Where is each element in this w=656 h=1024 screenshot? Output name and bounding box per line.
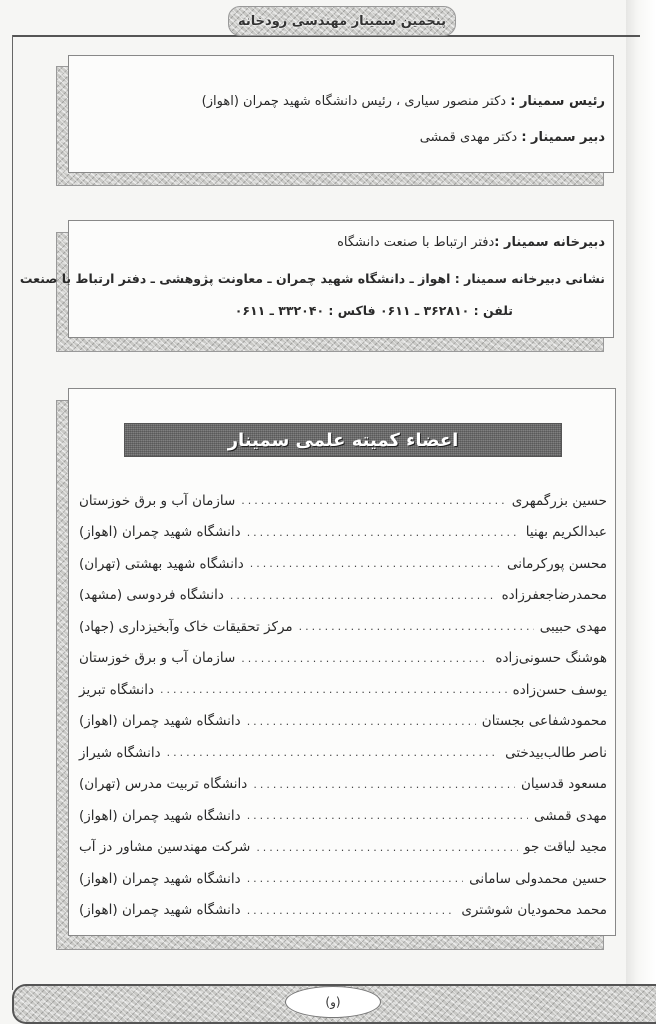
member-row [79,643,607,675]
member-name: محمدرضاجعفرزاده [501,587,607,604]
chair-label: رئیس سمینار : [510,94,605,109]
member-organization: دانشگاه شهید چمران (اهواز) [79,870,241,887]
committee-title: اعضاء کمیته علمی سمینار [227,429,459,451]
member-name: محمودشفاعی بجستان [481,713,607,730]
committee-member-list [79,485,607,926]
secretariat-office-label: دبیرخانه سمینار : [494,235,605,250]
secretary-value: دکتر مهدی قمشی [419,130,522,145]
member-name: مجید لیاقت جو [523,839,607,856]
member-organization: سازمان آب و برق خوزستان [79,492,236,509]
leader-dots [247,809,528,822]
leader-dots [247,872,463,885]
member-name: مسعود قدسیان [520,776,607,793]
running-header [228,6,456,36]
member-organization: دانشگاه تبریز [79,681,154,698]
leader-dots [253,778,515,791]
secretariat-box [19,220,614,338]
leader-dots [247,715,476,728]
member-row [79,485,607,517]
running-header-title: پنجمین سمینار مهندسی رودخانه [238,13,446,29]
member-row [79,737,607,769]
chair-line [202,94,605,109]
member-organization: سازمان آب و برق خوزستان [79,650,236,667]
member-name: هوشنگ حسونی‌زاده [495,650,607,667]
member-organization: دانشگاه شهید چمران (اهواز) [79,713,241,730]
member-row [79,706,607,738]
member-organization: دانشگاه شهید چمران (اهواز) [79,902,241,919]
secretariat-address: نشانی دبیرخانه سمینار : اهواز ـ دانشگاه شهید چمران ـ معاونت پژوهشی ـ دفتر ارتباط با صنعت [19,271,605,286]
leader-dots [247,904,456,917]
page-number: (و) [325,995,341,1009]
member-organization: دانشگاه شهید چمران (اهواز) [79,807,241,824]
member-organization: دانشگاه شهید بهشتی (تهران) [79,555,244,572]
member-row [79,580,607,612]
member-organization: دانشگاه فردوسی (مشهد) [79,587,224,604]
member-row [79,517,607,549]
member-name: ناصر طالب‌بیدختی [505,744,607,761]
member-organization: دانشگاه تربیت مدرس (تهران) [79,776,248,793]
secretary-label: دبیر سمینار : [521,130,605,145]
member-name: یوسف حسن‌زاده [512,681,607,698]
member-row [79,769,607,801]
member-organization: دانشگاه شهید چمران (اهواز) [79,524,241,541]
member-row [79,674,607,706]
member-name: مهدی قمشی [534,807,607,824]
member-row [79,832,607,864]
member-name: محمد محمودیان شوشتری [461,902,607,919]
member-organization: دانشگاه شیراز [79,744,161,761]
leader-dots [160,683,507,696]
committee-title-banner [124,423,562,457]
leader-dots [241,652,489,665]
secretariat-office-line [337,235,605,250]
member-organization: مرکز تحقیقات خاک وآبخیزداری (جهاد) [79,618,293,635]
leader-dots [299,620,534,633]
member-row [79,611,607,643]
member-name: حسین محمدولی سامانی [469,870,607,887]
member-name: عبدالکریم بهنیا [525,524,607,541]
leader-dots [247,526,520,539]
leader-dots [241,494,505,507]
member-row [79,895,607,927]
leader-dots [256,841,518,854]
leadership-box [68,55,614,173]
leader-dots [167,746,500,759]
leader-dots [230,589,496,602]
member-row [79,800,607,832]
member-organization: شرکت مهندسین مشاور دز آب [79,839,251,856]
committee-box [68,388,616,936]
secretariat-contact: تلفن : ۳۶۲۸۱۰ ـ ۰۶۱۱ فاکس : ۳۳۲۰۴۰ ـ ۰۶۱۱ [234,303,513,318]
member-name: مهدی حبیبی [539,618,607,635]
member-row [79,863,607,895]
secretary-line [420,130,605,145]
chair-value: دکتر منصور سیاری ، رئیس دانشگاه شهید چمران (اهواز) [201,94,511,109]
leader-dots [250,557,501,570]
member-name: محسن پورکرمانی [506,555,607,572]
member-row [79,548,607,580]
member-name: حسین بزرگمهری [511,492,607,509]
secretariat-office-value: دفتر ارتباط با صنعت دانشگاه [337,235,495,250]
book-spine-shadow [626,0,656,1024]
page-border-left [12,35,13,990]
page-number-oval [285,986,381,1018]
